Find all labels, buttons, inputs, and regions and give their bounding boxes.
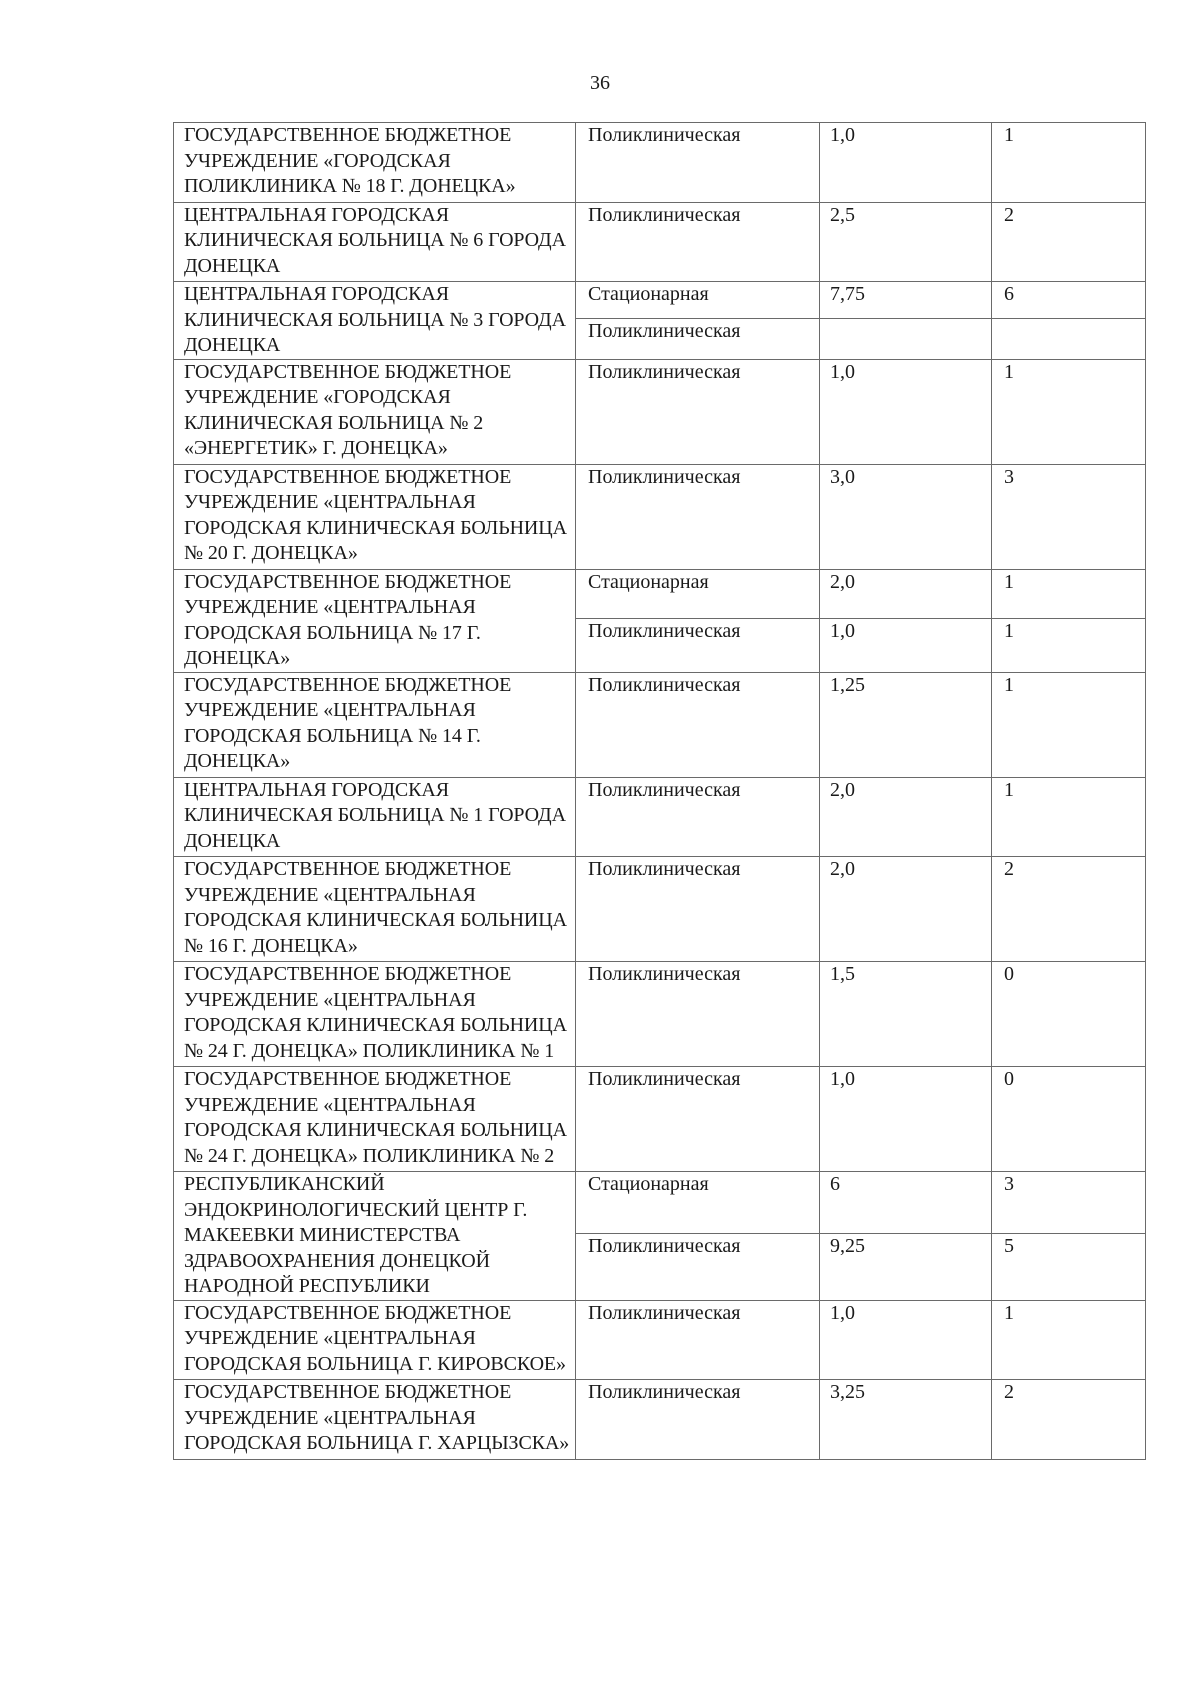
organization-name: ЦЕНТРАЛЬНАЯ ГОРОДСКАЯ КЛИНИЧЕСКАЯ БОЛЬНИЦА № 1 ГОРОДА ДОНЕЦКА [174,777,576,857]
staff-rate: 2,0 [820,857,992,962]
care-type: Поликлиническая [576,962,820,1067]
staff-count: 0 [992,962,1146,1067]
organization-name: ГОСУДАРСТВЕННОЕ БЮДЖЕТНОЕ УЧРЕЖДЕНИЕ «ЦЕНТРАЛЬНАЯ ГОРОДСКАЯ КЛИНИЧЕСКАЯ БОЛЬНИЦА № 16 Г. ДОНЕЦКА» [174,857,576,962]
care-type: Поликлиническая [576,672,820,777]
staff-rate: 1,0 [820,619,992,672]
table-row [174,202,1146,282]
table-row [174,1380,1146,1460]
staff-count: 1 [992,569,1146,619]
organization-name: ГОСУДАРСТВЕННОЕ БЮДЖЕТНОЕ УЧРЕЖДЕНИЕ «ЦЕНТРАЛЬНАЯ ГОРОДСКАЯ БОЛЬНИЦА Г. ХАРЦЫЗСКА» [174,1380,576,1460]
table-row [174,282,1146,319]
staffing-table [173,122,1146,1460]
organization-name: ГОСУДАРСТВЕННОЕ БЮДЖЕТНОЕ УЧРЕЖДЕНИЕ «ЦЕНТРАЛЬНАЯ ГОРОДСКАЯ БОЛЬНИЦА Г. КИРОВСКОЕ» [174,1300,576,1380]
staff-count: 6 [992,282,1146,319]
staff-count: 1 [992,619,1146,672]
care-type: Стационарная [576,569,820,619]
staff-rate: 2,0 [820,777,992,857]
staff-count: 1 [992,1300,1146,1380]
table-row [174,359,1146,464]
staff-rate: 1,0 [820,1300,992,1380]
care-type: Поликлиническая [576,619,820,672]
care-type: Поликлиническая [576,1067,820,1172]
staff-count: 3 [992,464,1146,569]
care-type: Поликлиническая [576,777,820,857]
staff-rate: 1,0 [820,123,992,203]
organization-name: ГОСУДАРСТВЕННОЕ БЮДЖЕТНОЕ УЧРЕЖДЕНИЕ «ЦЕНТРАЛЬНАЯ ГОРОДСКАЯ КЛИНИЧЕСКАЯ БОЛЬНИЦА № 20 Г. ДОНЕЦКА» [174,464,576,569]
organization-name: ЦЕНТРАЛЬНАЯ ГОРОДСКАЯ КЛИНИЧЕСКАЯ БОЛЬНИЦА № 6 ГОРОДА ДОНЕЦКА [174,202,576,282]
care-type: Поликлиническая [576,464,820,569]
table-row [174,777,1146,857]
staff-count: 3 [992,1172,1146,1234]
page-number: 36 [590,72,610,94]
staff-rate: 1,25 [820,672,992,777]
care-type: Поликлиническая [576,857,820,962]
staff-rate: 2,0 [820,569,992,619]
staff-rate: 1,0 [820,1067,992,1172]
organization-name: ГОСУДАРСТВЕННОЕ БЮДЖЕТНОЕ УЧРЕЖДЕНИЕ «ЦЕНТРАЛЬНАЯ ГОРОДСКАЯ БОЛЬНИЦА № 17 Г. ДОНЕЦКА» [174,569,576,672]
staff-count: 5 [992,1233,1146,1300]
table-row [174,857,1146,962]
organization-name: РЕСПУБЛИКАНСКИЙ ЭНДОКРИНОЛОГИЧЕСКИЙ ЦЕНТР Г. МАКЕЕВКИ МИНИСТЕРСТВА ЗДРАВООХРАНЕНИЯ ДОНЕЦКОЙ НАРОДНОЙ РЕСПУБЛИКИ [174,1172,576,1301]
organization-name: ГОСУДАРСТВЕННОЕ БЮДЖЕТНОЕ УЧРЕЖДЕНИЕ «ЦЕНТРАЛЬНАЯ ГОРОДСКАЯ БОЛЬНИЦА № 14 Г. ДОНЕЦКА» [174,672,576,777]
staff-count: 2 [992,857,1146,962]
table-row [174,1300,1146,1380]
care-type: Поликлиническая [576,319,820,359]
care-type: Стационарная [576,1172,820,1234]
staff-count: 1 [992,672,1146,777]
organization-name: ГОСУДАРСТВЕННОЕ БЮДЖЕТНОЕ УЧРЕЖДЕНИЕ «ГОРОДСКАЯ ПОЛИКЛИНИКА № 18 Г. ДОНЕЦКА» [174,123,576,203]
care-type: Поликлиническая [576,359,820,464]
care-type: Поликлиническая [576,1380,820,1460]
table-row [174,123,1146,203]
staff-count: 0 [992,1067,1146,1172]
organization-name: ГОСУДАРСТВЕННОЕ БЮДЖЕТНОЕ УЧРЕЖДЕНИЕ «ГОРОДСКАЯ КЛИНИЧЕСКАЯ БОЛЬНИЦА № 2 «ЭНЕРГЕТИК» Г. ДОНЕЦКА» [174,359,576,464]
care-type: Поликлиническая [576,123,820,203]
table-row [174,1172,1146,1234]
staff-rate: 6 [820,1172,992,1234]
staff-rate: 9,25 [820,1233,992,1300]
staff-count: 1 [992,777,1146,857]
organization-name: ГОСУДАРСТВЕННОЕ БЮДЖЕТНОЕ УЧРЕЖДЕНИЕ «ЦЕНТРАЛЬНАЯ ГОРОДСКАЯ КЛИНИЧЕСКАЯ БОЛЬНИЦА № 24 Г. ДОНЕЦКА» ПОЛИКЛИНИКА № 1 [174,962,576,1067]
table-row [174,464,1146,569]
staff-count: 2 [992,202,1146,282]
staff-rate: 2,5 [820,202,992,282]
care-type: Поликлиническая [576,1300,820,1380]
table-row [174,1067,1146,1172]
staff-count [992,319,1146,359]
care-type: Поликлиническая [576,1233,820,1300]
table-row [174,962,1146,1067]
staff-rate: 3,25 [820,1380,992,1460]
staff-rate: 3,0 [820,464,992,569]
staff-rate: 1,5 [820,962,992,1067]
staff-rate: 1,0 [820,359,992,464]
care-type: Стационарная [576,282,820,319]
organization-name: ЦЕНТРАЛЬНАЯ ГОРОДСКАЯ КЛИНИЧЕСКАЯ БОЛЬНИЦА № 3 ГОРОДА ДОНЕЦКА [174,282,576,360]
staff-rate: 7,75 [820,282,992,319]
staff-rate [820,319,992,359]
staff-count: 1 [992,359,1146,464]
staff-count: 1 [992,123,1146,203]
staff-count: 2 [992,1380,1146,1460]
table-row [174,672,1146,777]
table-row [174,569,1146,619]
care-type: Поликлиническая [576,202,820,282]
table-body [174,123,1146,1460]
organization-name: ГОСУДАРСТВЕННОЕ БЮДЖЕТНОЕ УЧРЕЖДЕНИЕ «ЦЕНТРАЛЬНАЯ ГОРОДСКАЯ КЛИНИЧЕСКАЯ БОЛЬНИЦА № 24 Г. ДОНЕЦКА» ПОЛИКЛИНИКА № 2 [174,1067,576,1172]
